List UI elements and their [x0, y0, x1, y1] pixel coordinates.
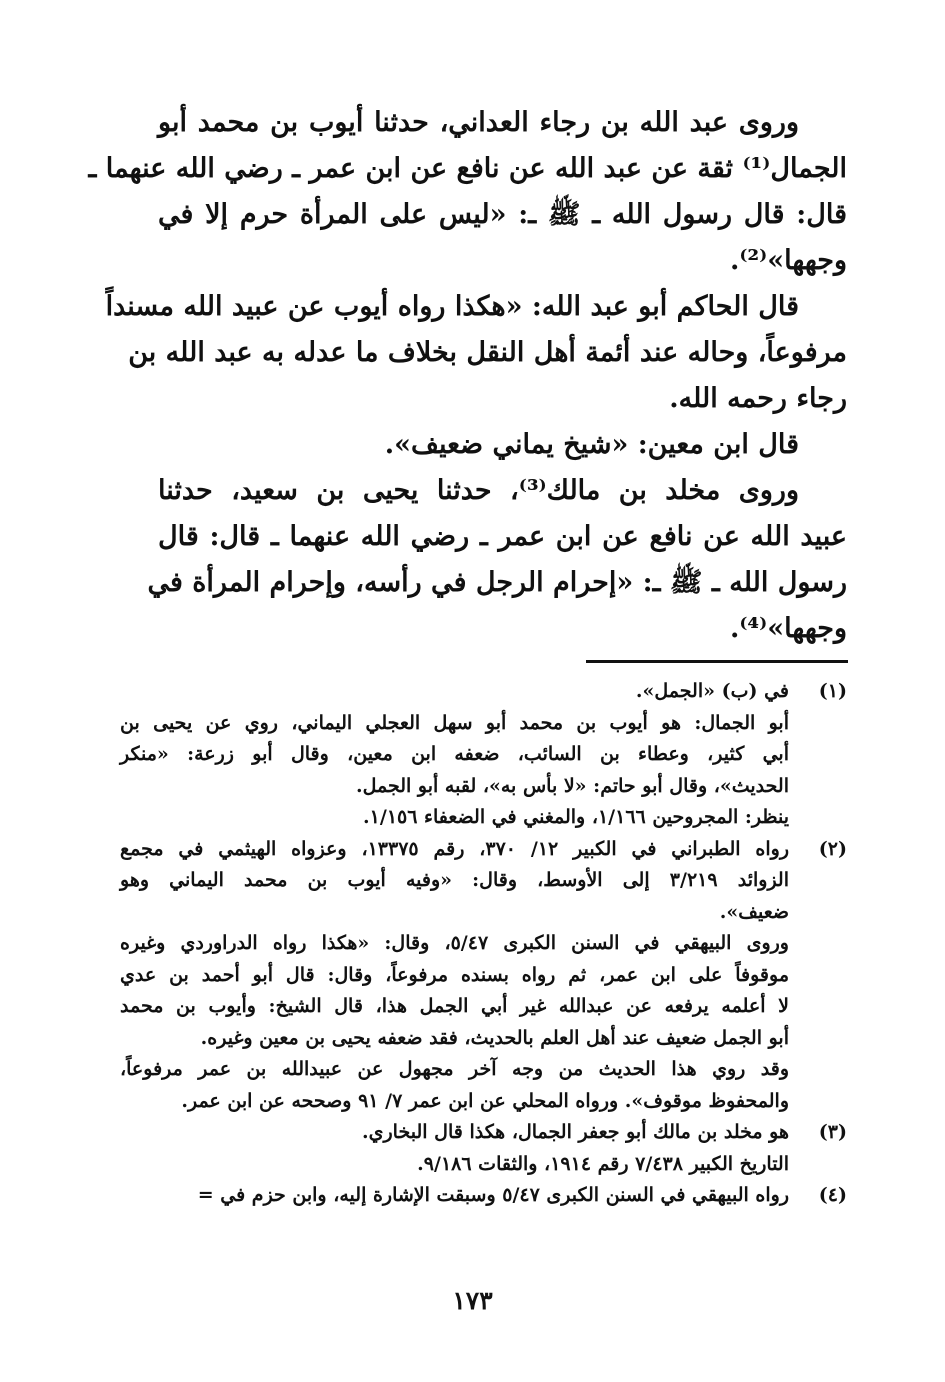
footnote-separator — [586, 660, 848, 663]
footnote-line: الحديث»، وقال أبو حاتم: «لا بأس به»، لقبه أبو الجمل. — [356, 774, 789, 797]
main-line: وروى مخلد بن مالك⁽³⁾، حدثنا يحيى بن سعيد، حدثنا — [158, 475, 799, 506]
footnote-line-text: رواه البيهقي في السنن الكبرى ٥/٤٧ وسبقت الإشارة إليه، وابن حزم في — [220, 1184, 789, 1206]
footnote-1 — [120, 676, 847, 834]
footnote-number: (١) — [818, 680, 847, 702]
footnote-line: موقوفاً على ابن عمر، ثم رواه بسنده مرفوعاً، وقال: قال أبو أحمد بن عدي — [120, 963, 789, 986]
footnote-line: والمحفوظ موقوف». ورواه المحلي عن ابن عمر ٧/ ٩١ وصححه عن ابن عمر. — [181, 1089, 789, 1112]
main-line: مرفوعاً، وحاله عند أئمة أهل النقل بخلاف ما عدله به عبد الله بن — [128, 337, 847, 368]
main-line: وجهها»⁽²⁾. — [729, 245, 847, 276]
footnote-line: الزوائد ٣/٢١٩ إلى الأوسط، وقال: «وفيه أيوب بن محمد اليماني وهو — [120, 869, 789, 891]
footnote-line — [120, 1180, 847, 1212]
main-line: قال ابن معين: «شيخ يماني ضعيف». — [384, 429, 799, 460]
main-line: رسول الله ـ ﷺ ـ: «إحرام الرجل في رأسه، وإحرام المرأة في — [147, 567, 847, 598]
main-line: قال: قال رسول الله ـ ﷺ ـ: «ليس على المرأة حرم إلا في — [158, 199, 847, 230]
footnote-line: ينظر: المجروحين ١/١٦٦، والمغني في الضعفاء ١/١٥٦. — [363, 806, 789, 828]
footnote-line: ضعيف». — [719, 900, 789, 923]
main-line: عبيد الله عن نافع عن ابن عمر ـ رضي الله عنهما ـ قال: قال — [158, 521, 847, 552]
main-line: وروى عبد الله بن رجاء العداني، حدثنا أيوب بن محمد أبو — [158, 107, 799, 138]
footnote-line: التاريخ الكبير ٧/٤٣٨ رقم ١٩١٤، والثقات ٩/١٨٦. — [417, 1152, 789, 1175]
footnote-4 — [120, 1180, 847, 1212]
main-line: الجمال⁽¹⁾ ثقة عن عبد الله عن نافع عن ابن عمر ـ رضي الله عنهما ـ — [88, 153, 847, 184]
footnote-line: هو مخلد بن مالك أبو جعفر الجمال، هكذا قال البخاري. — [362, 1121, 789, 1143]
footnote-3 — [120, 1117, 847, 1180]
main-line: رجاء رحمه الله. — [669, 383, 847, 414]
footnote-line: وروى البيهقي في السنن الكبرى ٥/٤٧، وقال: «هكذا رواه الدراوردي وغيره — [120, 932, 789, 954]
main-line: وجهها»⁽⁴⁾. — [729, 613, 847, 644]
footnote-2 — [120, 834, 847, 1118]
footnote-line: لا أعلمه يرفعه عن عبدالله غير أبي الجمل هذا، قال الشيخ: وأيوب بن محمد — [120, 995, 789, 1017]
footnote-number: (٢) — [818, 837, 847, 860]
page-number: ١٧٣ — [452, 1286, 493, 1315]
footnote-number: (٣) — [818, 1121, 847, 1143]
footnote-line: أبي كثير، وعطاء بن السائب، ضعفه ابن معين، وقال أبو زرعة: «منكر — [120, 743, 789, 765]
main-line: قال الحاكم أبو عبد الله: «هكذا رواه أيوب عن عبيد الله مسنداً — [105, 291, 799, 322]
footnote-line: رواه الطبراني في الكبير ١٢/ ٣٧٠، رقم ١٣٣٧٥، وعزواه الهيثمي في مجمع — [120, 837, 790, 860]
footnote-number: (٤) — [818, 1184, 847, 1206]
footnote-line: أبو الجمال: هو أيوب بن محمد أبو سهل العجلي اليماني، روي عن يحيى بن — [120, 711, 789, 734]
footnote-line: في (ب) «الجمل». — [635, 680, 789, 702]
footnotes — [120, 676, 847, 1212]
main-text — [88, 100, 847, 652]
footnote-line: وقد روي هذا الحديث من وجه آخر مجهول عن عبيدالله بن عمر مرفوعاً، — [120, 1058, 789, 1080]
continuation-mark: = — [197, 1184, 214, 1206]
footnote-line: أبو الجمل ضعيف عند أهل العلم بالحديث، فقد ضعفه يحيى بن معين وغيره. — [200, 1026, 789, 1049]
